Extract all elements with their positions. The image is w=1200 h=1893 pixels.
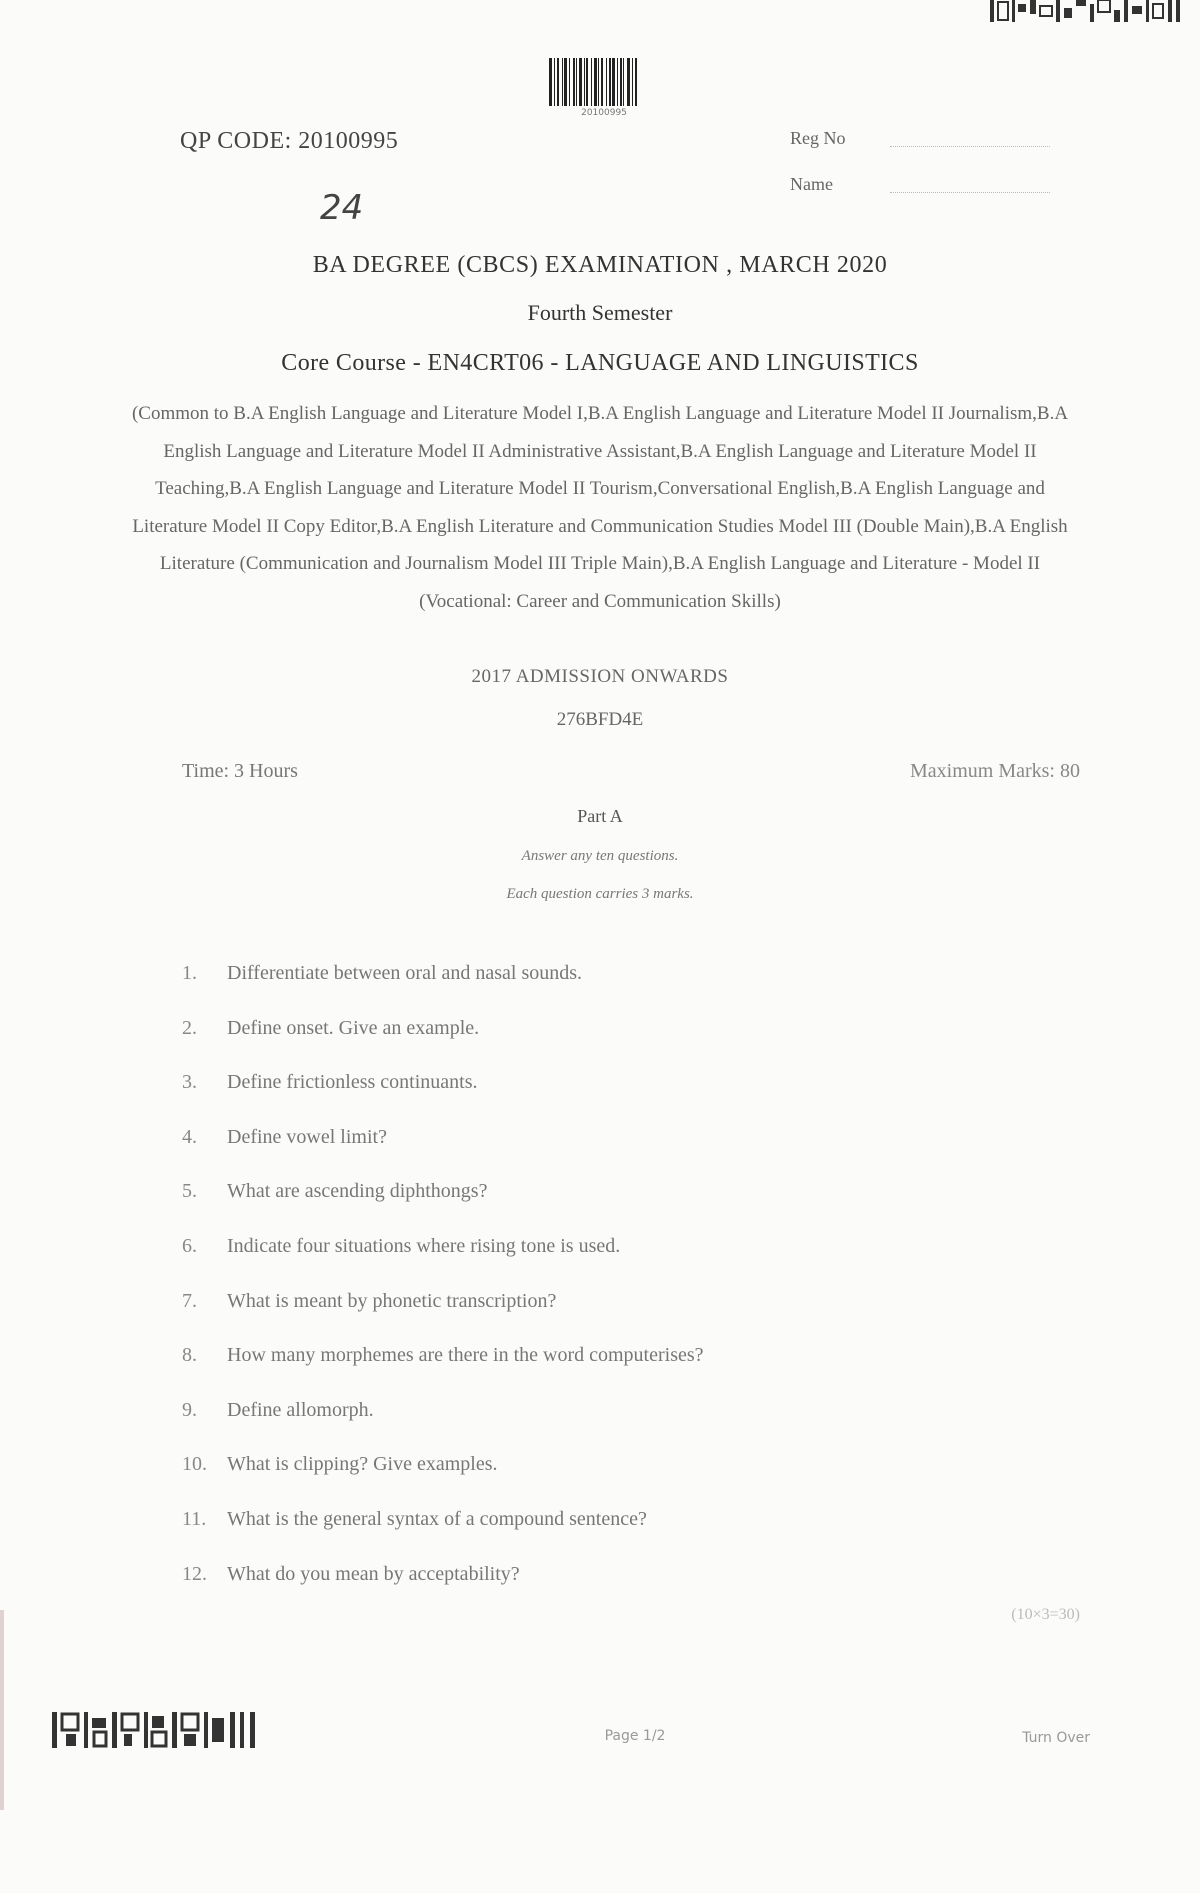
question-item <box>182 962 1082 1017</box>
footer-barcode <box>52 1712 262 1748</box>
question-number: 12. <box>182 1562 207 1585</box>
question-number: 4. <box>182 1125 197 1148</box>
reg-no-field <box>890 146 1050 147</box>
time-allowed: Time: 3 Hours <box>182 760 298 782</box>
question-item <box>182 1071 1082 1126</box>
question-item <box>182 1344 1082 1399</box>
question-item <box>182 1508 1082 1563</box>
question-number: 7. <box>182 1289 197 1312</box>
barcode-number: 20100995 <box>581 108 627 118</box>
instruction-answer: Answer any ten questions. <box>521 848 679 864</box>
barcode <box>549 58 659 116</box>
question-item <box>182 1235 1082 1290</box>
question-text: Define onset. Give an example. <box>227 1016 480 1039</box>
question-text: What do you mean by acceptability? <box>227 1562 520 1585</box>
semester: Fourth Semester <box>527 300 673 325</box>
question-number: 6. <box>182 1234 197 1257</box>
question-item <box>182 1399 1082 1454</box>
question-number: 9. <box>182 1398 197 1421</box>
handwritten-number: 24 <box>320 188 364 228</box>
course-title: Core Course - EN4CRT06 - LANGUAGE AND LINGUISTICS <box>281 350 919 376</box>
maximum-marks: Maximum Marks: 80 <box>910 760 1080 782</box>
scan-edge <box>0 1610 4 1810</box>
marks-summary: (10×3=30) <box>1011 1606 1080 1623</box>
question-item <box>182 1290 1082 1345</box>
question-item <box>182 1563 1082 1618</box>
barcode-icon <box>549 58 659 106</box>
corner-barcode <box>990 0 1190 22</box>
question-text: Indicate four situations where rising tone is used. <box>227 1234 621 1257</box>
paper-code: 276BFD4E <box>556 709 644 730</box>
name-field <box>890 192 1050 193</box>
question-number: 3. <box>182 1071 197 1094</box>
question-number: 11. <box>182 1507 207 1530</box>
question-text: Define allomorph. <box>227 1398 374 1421</box>
question-item <box>182 1017 1082 1072</box>
question-list <box>182 962 1082 1617</box>
question-text: What are ascending diphthongs? <box>227 1180 488 1203</box>
common-to-programmes: (Common to B.A English Language and Literature Model I,B.A English Language and Literature Model II Journalism,B.A English Language and Literature Model II Administrative Assistant,B.A English Language and Literature Model II Teaching,B.A English Language and Literature Model II Tourism,Conversational English,B.A English Language and Literature Model II Copy Editor,B.A English Literature and Communication Studies Model III (Double Main),B.A English Literature (Communication and Journalism Model III Triple Main),B.A English Language and Literature - Model II (Vocational: Career and Communication Skills) <box>131 403 1069 612</box>
question-text: How many morphemes are there in the word computerises? <box>227 1344 704 1367</box>
question-text: What is the general syntax of a compound sentence? <box>227 1507 647 1530</box>
name-label: Name <box>790 174 833 194</box>
question-item <box>182 1126 1082 1181</box>
turn-over: Turn Over <box>1022 1730 1090 1746</box>
page-number: Page 1/2 <box>604 1728 666 1744</box>
question-text: Define frictionless continuants. <box>227 1071 478 1094</box>
question-item <box>182 1453 1082 1508</box>
question-text: Define vowel limit? <box>227 1125 387 1148</box>
question-item <box>182 1180 1082 1235</box>
instruction-marks: Each question carries 3 marks. <box>506 886 694 902</box>
qp-code: QP CODE: 20100995 <box>180 128 399 154</box>
question-number: 10. <box>182 1453 207 1476</box>
exam-title: BA DEGREE (CBCS) EXAMINATION , MARCH 2020 <box>312 252 888 278</box>
question-number: 5. <box>182 1180 197 1203</box>
question-text: What is meant by phonetic transcription? <box>227 1289 557 1312</box>
part-title: Part A <box>577 806 623 826</box>
question-number: 2. <box>182 1016 197 1039</box>
admission-scheme: 2017 ADMISSION ONWARDS <box>471 666 729 687</box>
question-text: What is clipping? Give examples. <box>227 1453 498 1476</box>
reg-no-label: Reg No <box>790 128 846 148</box>
question-number: 8. <box>182 1344 197 1367</box>
question-number: 1. <box>182 962 197 984</box>
question-text: Differentiate between oral and nasal sounds. <box>227 962 583 984</box>
